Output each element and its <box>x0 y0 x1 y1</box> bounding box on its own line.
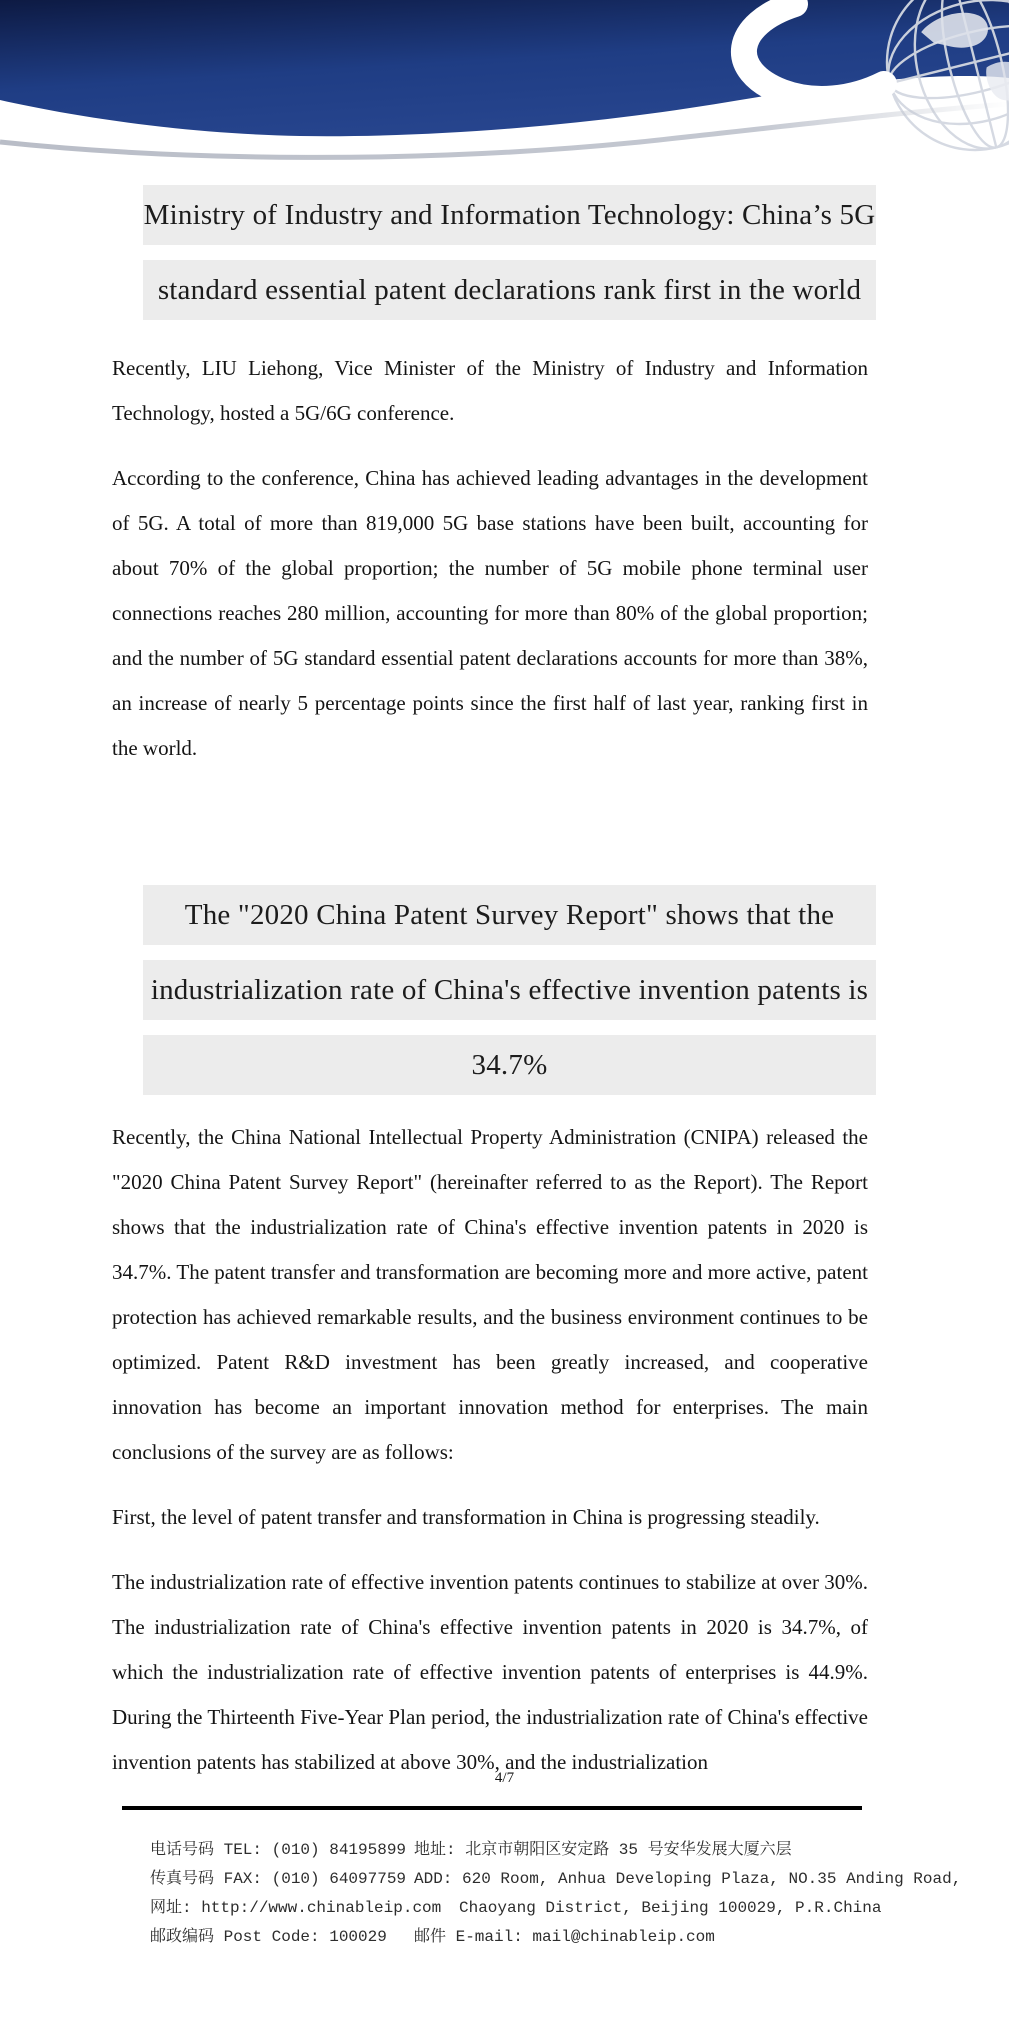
footer-address-en-line1: ADD: 620 Room, Anhua Developing Plaza, NO.35 Anding Road, <box>414 1870 962 1888</box>
footer-divider <box>122 1806 862 1810</box>
footer-email: 邮件 E-mail: mail@chinableip.com <box>414 1928 715 1946</box>
article-title-line: 34.7% <box>143 1035 876 1095</box>
paragraph: The industrialization rate of effective invention patents continues to stabilize at over 30%. The industrialization rate of China's effective invention patents in 2020 is 34.7%, of which the industrialization rate of effective invention patents of enterprises is 44.9%. During the Thirteenth Five-Year Plan period, the industrialization rate of China's effective invention patents has stabilized at above 30%, and the industrialization <box>112 1570 868 1774</box>
footer-address-en-line2: Chaoyang District, Beijing 100029, P.R.China <box>459 1899 882 1917</box>
header-banner <box>0 0 1009 175</box>
footer-contact-right <box>414 1836 961 1952</box>
footer-post-code: 邮政编码 Post Code: 100029 <box>150 1928 387 1946</box>
footer-fax: 传真号码 FAX: (010) 64097759 <box>150 1870 407 1888</box>
footer-address-cn: 地址: 北京市朝阳区安定路 35 号安华发展大厦六层 <box>414 1841 792 1859</box>
article-patent-survey <box>112 885 868 1785</box>
paragraph: First, the level of patent transfer and transformation in China is progressing steadily. <box>112 1505 820 1529</box>
paragraph: Recently, LIU Liehong, Vice Minister of the Ministry of Industry and Information Technology, hosted a 5G/6G conference. <box>112 356 868 425</box>
paragraph: Recently, the China National Intellectual Property Administration (CNIPA) released the "2020 China Patent Survey Report" (hereinafter referred to as the Report). The Report shows that the industrialization rate of China's effective invention patents in 2020 is 34.7%. The patent transfer and transformation are becoming more and more active, patent protection has achieved remarkable results, and the business environment continues to be optimized. Patent R&D investment has been greatly increased, and cooperative innovation has become an important innovation method for enterprises. The main conclusions of the survey are as follows: <box>112 1125 868 1464</box>
page-number: 4/7 <box>494 1770 515 1786</box>
article-title-line: industrialization rate of China's effective invention patents is <box>143 960 876 1020</box>
article-5g-patents <box>112 185 876 771</box>
footer-contact-left <box>150 1836 441 1952</box>
article-title-line: Ministry of Industry and Information Technology: China’s 5G <box>143 185 876 245</box>
footer-website: 网址: http://www.chinableip.com <box>150 1899 442 1917</box>
banner-graphic <box>0 0 1009 175</box>
article-title-line: standard essential patent declarations rank first in the world <box>143 260 876 320</box>
paragraph: According to the conference, China has achieved leading advantages in the development of 5G. A total of more than 819,000 5G base stations have been built, accounting for about 70% of the global proportion; the number of 5G mobile phone terminal user connections reaches 280 million, accounting for more than 80% of the global proportion; and the number of 5G standard essential patent declarations accounts for more than 38%, an increase of nearly 5 percentage points since the first half of last year, ranking first in the world. <box>112 466 868 760</box>
article-title-line: The "2020 China Patent Survey Report" shows that the <box>143 885 876 945</box>
footer-tel: 电话号码 TEL: (010) 84195899 <box>150 1841 407 1859</box>
